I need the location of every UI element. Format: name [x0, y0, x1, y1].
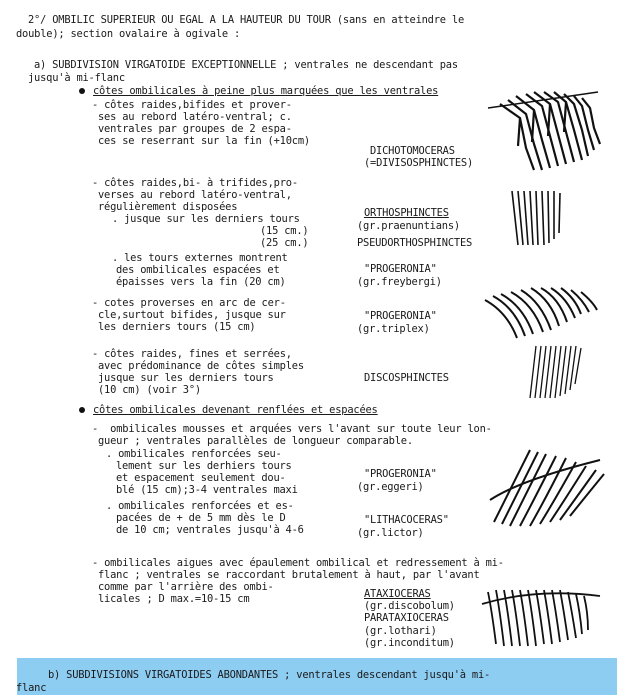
heading-line-1: 2°/ OMBILIC SUPERIEUR OU EGAL A LA HAUTEUR DU TOUR (sans en atteindre le	[28, 14, 465, 26]
taxon-name: PSEUDORTHOSPHINCTES	[357, 237, 473, 249]
heading-line-2: double); section ovalaire à ogivale :	[16, 28, 241, 40]
group1-item4-line: cle,surtout bifides, jusque sur	[98, 309, 286, 321]
group2-item2-line: . ombilicales renforcées et es-	[106, 500, 294, 512]
group2-item3-line: licales ; D max.=10-15 cm	[98, 593, 250, 605]
group1-item5-line: - côtes raides, fines et serrées,	[92, 348, 292, 360]
section-a-line-1: a) SUBDIVISION VIRGATOIDE EXCEPTIONNELLE ; ventrales ne descendant pas	[34, 59, 458, 71]
taxon-name: "PROGERONIA"	[364, 310, 437, 322]
group2-item2-line: pacées de + de 5 mm dès le D	[116, 512, 286, 524]
taxon-name: DICHOTOMOCERAS	[370, 145, 455, 157]
rib-stroke-group	[490, 450, 604, 526]
group2-item3-line: comme par l'arrière des ombi-	[98, 581, 274, 593]
taxon-name: "PROGERONIA"	[364, 263, 437, 275]
taxon-name: (gr.lictor)	[357, 527, 424, 539]
group2-item1-line: blé (15 cm);3-4 ventrales maxi	[116, 484, 298, 496]
taxon-name: (gr.lothari)	[364, 625, 437, 637]
group2-item3-line: - ombilicales aigues avec épaulement ombilical et redressement à mi-	[92, 557, 504, 569]
rib-stroke-group	[482, 590, 600, 646]
rib-stroke-group	[485, 288, 597, 338]
section-b-line-2: flanc	[16, 682, 47, 694]
group2-item1-line: lement sur les derhiers tours	[116, 460, 292, 472]
taxon-name: "LITHACOCERAS"	[364, 514, 449, 526]
group1-item5-line: avec prédominance de côtes simples	[98, 360, 304, 372]
bullet-icon	[79, 88, 85, 94]
group1-item4-line: les derniers tours (15 cm)	[98, 321, 256, 333]
taxon-name: ORTHOSPHINCTES	[364, 207, 449, 219]
taxon-name: (gr.praenuntians)	[357, 220, 460, 232]
group1-item5-line: jusque sur les derniers tours	[98, 372, 274, 384]
group2-item3-line: flanc ; ventrales se raccordant brutalement à haut, par l'avant	[98, 569, 480, 581]
group2-item1-line: . ombilicales renforcées seu-	[106, 448, 282, 460]
ribs-figure-orthosphinctes	[508, 187, 568, 249]
section-a-line-2: jusqu'à mi-flanc	[28, 72, 125, 84]
group2-intro-line: - ombilicales mousses et arquées vers l'avant sur toute leur lon-	[92, 423, 492, 435]
rib-stroke-group	[512, 191, 560, 245]
group1-item1-line: ventrales par groupes de 2 espa-	[98, 123, 292, 135]
group1-item2-line: (25 cm.)	[260, 237, 309, 249]
group1-item2-line: verses au rebord latéro-ventral,	[98, 189, 292, 201]
group1-item2-line: . jusque sur les derniers tours	[112, 213, 300, 225]
group2-item2-line: de 10 cm; ventrales jusqu'à 4-6	[116, 524, 304, 536]
group1-item3-line: . les tours externes montrent	[112, 252, 288, 264]
group1-item3-line: des ombilicales espacées et	[116, 264, 280, 276]
taxon-name: (gr.discobolum)	[364, 600, 455, 612]
group1-item2-line: régulièrement disposées	[98, 201, 238, 213]
ribs-figure-dichotomoceras	[482, 86, 622, 178]
taxon-name: ATAXIOCERAS	[364, 588, 431, 600]
taxon-name: (gr.inconditum)	[364, 637, 455, 649]
group1-item5-line: (10 cm) (voir 3°)	[98, 384, 201, 396]
taxon-name: (gr.eggeri)	[357, 481, 424, 493]
group1-item1-line: - côtes raides,bifides et prover-	[92, 99, 292, 111]
ribs-figure-ataxioceras	[476, 582, 616, 652]
group1-item1-line: ses au rebord latéro-ventral; c.	[98, 111, 292, 123]
group2-intro-line: gueur ; ventrales parallèles de longueur comparable.	[98, 435, 413, 447]
group1-item1-line: ces se reserrant sur la fin (+10cm)	[98, 135, 310, 147]
taxon-name: (gr.freybergi)	[357, 276, 442, 288]
taxon-name: "PROGERONIA"	[364, 468, 437, 480]
group1-item2-line: - côtes raides,bi- à trifides,pro-	[92, 177, 298, 189]
group1-title: côtes ombilicales à peine plus marquées que les ventrales	[93, 85, 439, 97]
taxon-name: DISCOSPHINCTES	[364, 372, 449, 384]
ribs-figure-progeronia-triplex	[477, 282, 617, 342]
ribs-figure-discosphinctes	[526, 340, 590, 402]
ribs-figure-progeronia-eggeri	[480, 440, 620, 530]
taxon-name: PARATAXIOCERAS	[364, 612, 449, 624]
bullet-icon	[79, 407, 85, 413]
group1-item4-line: - cotes proverses en arc de cer-	[92, 297, 286, 309]
group1-item3-line: épaisses vers la fin (20 cm)	[116, 276, 286, 288]
group1-item2-line: (15 cm.)	[260, 225, 309, 237]
taxon-name: (=DIVISOSPHINCTES)	[364, 157, 474, 169]
section-b-line-1: b) SUBDIVISIONS VIRGATOIDES ABONDANTES ; ventrales descendant jusqu'à mi-	[48, 669, 491, 681]
group2-item1-line: et espacement seulement dou-	[116, 472, 286, 484]
rib-stroke-group	[530, 346, 581, 398]
group2-title: côtes ombilicales devenant renflées et espacées	[93, 404, 378, 416]
taxon-name: (gr.triplex)	[357, 323, 430, 335]
